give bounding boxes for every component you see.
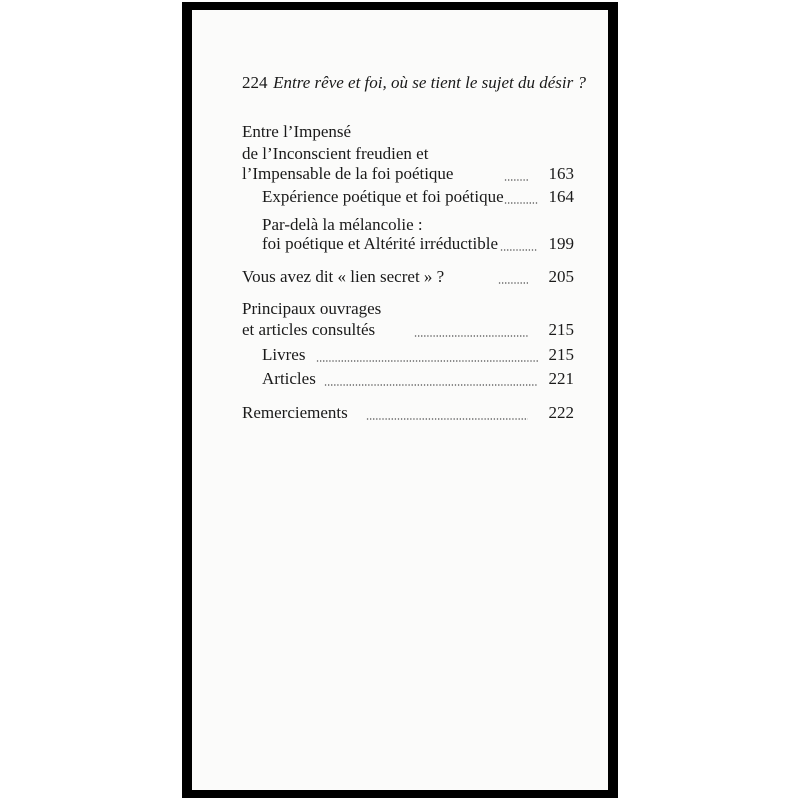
toc-page-number: 205 bbox=[548, 267, 574, 286]
toc-entry-experience-poetique[interactable] bbox=[242, 187, 574, 211]
leader-dots bbox=[500, 249, 538, 251]
toc-entry-text: foi poétique et Altérité irréductible bbox=[262, 234, 499, 253]
toc-page-number: 215 bbox=[548, 345, 574, 364]
toc-entry-text: Principaux ouvrages bbox=[242, 299, 382, 318]
toc-entry-impense[interactable] bbox=[242, 164, 574, 188]
leader-dots bbox=[498, 282, 528, 284]
toc-entry-text: Articles bbox=[262, 369, 316, 388]
leader-dots bbox=[366, 418, 528, 420]
toc-page-number: 215 bbox=[548, 320, 574, 339]
toc-page-number: 163 bbox=[548, 164, 574, 183]
toc-entry-text: Expérience poétique et foi poétique bbox=[262, 187, 504, 206]
running-title: Entre rêve et foi, où se tient le sujet du désir ? bbox=[273, 73, 586, 92]
toc-page-number: 222 bbox=[548, 403, 574, 422]
toc-entry-text: l’Impensable de la foi poétique bbox=[242, 164, 454, 183]
book-page bbox=[192, 10, 608, 790]
toc-entry-remerciements[interactable] bbox=[242, 403, 574, 427]
toc-entry-text: Remerciements bbox=[242, 403, 348, 422]
running-head bbox=[242, 73, 586, 97]
toc-entry-text: Vous avez dit « lien secret » ? bbox=[242, 267, 445, 286]
toc-entry-text: Livres bbox=[262, 345, 306, 364]
toc-entry-articles[interactable] bbox=[242, 369, 574, 393]
leader-dots bbox=[316, 360, 538, 362]
toc-page-number: 221 bbox=[548, 369, 574, 388]
toc-entry-text: Par-delà la mélancolie : bbox=[262, 215, 423, 234]
toc-entry-livres[interactable] bbox=[242, 345, 574, 369]
toc-entry-text: Entre l’Impensé bbox=[242, 122, 352, 141]
toc-page-number: 199 bbox=[548, 234, 574, 253]
toc-page-number: 164 bbox=[548, 187, 574, 206]
toc-entry-impense-line1 bbox=[242, 122, 574, 146]
toc-entry-text: et articles consultés bbox=[242, 320, 376, 339]
leader-dots bbox=[504, 179, 528, 181]
page-number: 224 bbox=[242, 73, 268, 92]
toc-entry-melancolie[interactable] bbox=[242, 234, 574, 258]
toc-entry-ouvrages[interactable] bbox=[242, 320, 574, 344]
leader-dots bbox=[504, 202, 538, 204]
leader-dots bbox=[414, 335, 528, 337]
leader-dots bbox=[324, 384, 538, 386]
toc-entry-text: de l’Inconscient freudien et bbox=[242, 144, 429, 163]
toc-entry-lien-secret[interactable] bbox=[242, 267, 574, 291]
